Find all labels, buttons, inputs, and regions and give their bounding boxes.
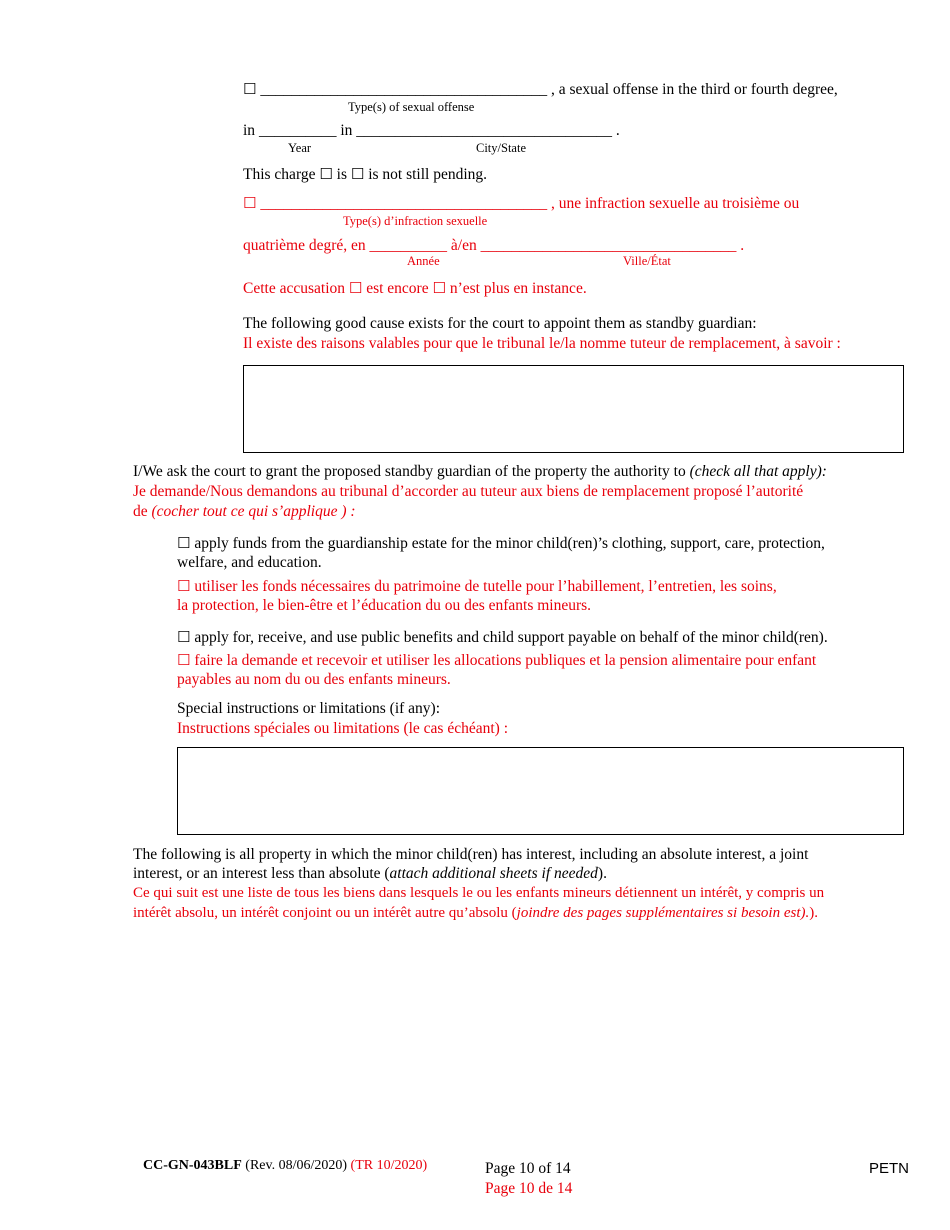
authority-en-text: I/We ask the court to grant the proposed standby guardian of the property the authority to [133, 463, 690, 480]
property-en-line2 [133, 865, 607, 883]
authority-fr-de: de [133, 503, 152, 520]
offense-type-fr-blank[interactable]: _____________________________________ [260, 195, 548, 212]
charge-is-checkbox[interactable]: ☐ [319, 165, 333, 183]
charge-encore-checkbox[interactable]: ☐ [348, 279, 363, 297]
page-number-en: Page 10 of 14 [485, 1160, 571, 1177]
offense-fr-year-line [243, 237, 744, 255]
year-caption: Year [288, 141, 312, 155]
revision-date: (Rev. 08/06/2020) [241, 1158, 351, 1173]
degree-label-fr: quatrième degré, en [243, 237, 366, 254]
special-instructions-box[interactable] [177, 747, 904, 835]
offense-fr-checkbox[interactable]: ☐ [243, 194, 257, 212]
option2-fr-text: faire la demande et recevoir et utiliser les allocations publiques et la pension alimentaire pour enfant [194, 652, 817, 669]
property-en-close: ). [597, 865, 607, 882]
footer-form-id [143, 1158, 427, 1174]
city-caption: City/State [476, 141, 526, 155]
offense-type-caption: Type(s) of sexual offense [348, 100, 475, 114]
charge-status-en [243, 165, 487, 184]
option2-en-line1 [177, 628, 828, 647]
charge-label-fr: Cette accusation [243, 280, 345, 297]
good-cause-en: The following good cause exists for the court to appoint them as standby guardian: [243, 315, 757, 332]
charge-is-not-checkbox[interactable]: ☐ [350, 165, 365, 183]
option1-en-line1 [177, 534, 825, 553]
property-en-line1: The following is all property in which the minor child(ren) has interest, including an absolute interest, a joint [133, 846, 809, 863]
authority-en-italic: (check all that apply): [689, 463, 827, 480]
offense-en-line [243, 80, 838, 99]
property-fr-line1: Ce qui suit est une liste de tous les biens dans lesquels le ou les enfants mineurs détiennent un intérêt, y compris un [133, 885, 825, 901]
good-cause-fr: Il existe des raisons valables pour que le tribunal le/la nomme tuteur de remplacement, à savoir : [243, 335, 841, 352]
form-number: CC-GN-043BLF [143, 1158, 242, 1173]
property-en-text: interest, or an interest less than absolute ( [133, 865, 390, 882]
period: . [615, 122, 620, 139]
city-fr-blank[interactable]: _________________________________ [480, 237, 737, 254]
annee-caption: Année [407, 254, 440, 268]
property-fr-close: ). [809, 905, 819, 921]
year-fr-blank[interactable]: __________ [369, 237, 448, 254]
in-label: in [243, 122, 256, 139]
offense-en-text: , a sexual offense in the third or fourth degree, [550, 81, 838, 98]
option1-en-line2: welfare, and education. [177, 554, 322, 571]
authority-fr-line1: Je demande/Nous demandons au tribunal d’accorder au tuteur aux biens de remplacement proposé l’autorité [133, 483, 804, 500]
ville-caption: Ville/État [623, 254, 671, 268]
special-en: Special instructions or limitations (if any): [177, 700, 441, 717]
offense-type-blank[interactable]: _____________________________________ [260, 81, 548, 98]
city-state-blank[interactable]: _________________________________ [356, 122, 612, 139]
property-fr-line2 [133, 905, 818, 922]
offense-en-checkbox[interactable]: ☐ [243, 80, 257, 98]
good-cause-box[interactable] [243, 365, 904, 453]
property-fr-text: intérêt absolu, un intérêt conjoint ou un intérêt autre qu’absolu ( [133, 905, 517, 921]
authority-en [133, 463, 827, 481]
is-not-label: is not still pending. [368, 166, 488, 183]
option1-fr-text: utiliser les fonds nécessaires du patrimoine de tutelle pour l’habillement, l’entretien, les soins, [194, 578, 777, 595]
est-encore-label: est encore [366, 280, 429, 297]
option2-en-text: apply for, receive, and use public benefits and child support payable on behalf of the minor child(ren). [194, 629, 828, 646]
offense-fr-text: , une infraction sexuelle au troisième ou [550, 195, 800, 212]
nest-plus-label: n’est plus en instance. [449, 280, 587, 297]
period-fr: . [740, 237, 745, 254]
page-number-fr: Page 10 de 14 [485, 1180, 573, 1197]
option2-fr-line2: payables au nom du ou des enfants mineurs. [177, 671, 451, 688]
authority-fr-italic: (cocher tout ce qui s’applique ) : [151, 503, 356, 520]
is-label: is [336, 166, 347, 183]
option1-fr-line2: la protection, le bien-être et l’éducation du ou des enfants mineurs. [177, 597, 592, 614]
offense-type-fr-caption: Type(s) d’infraction sexuelle [343, 214, 488, 228]
year-blank[interactable]: __________ [258, 122, 337, 139]
translation-date: (TR 10/2020) [350, 1158, 428, 1173]
property-en-italic: attach additional sheets if needed [389, 865, 598, 882]
option2-fr-checkbox[interactable]: ☐ [177, 651, 191, 669]
charge-plus-checkbox[interactable]: ☐ [432, 279, 446, 297]
property-fr-italic: joindre des pages supplémentaires si besoin est). [516, 905, 810, 921]
offense-en-year-line [243, 122, 620, 140]
special-fr: Instructions spéciales ou limitations (le cas échéant) : [177, 720, 508, 737]
form-code: PETN [869, 1160, 910, 1177]
charge-label: This charge [243, 166, 316, 183]
option2-checkbox[interactable]: ☐ [177, 628, 191, 646]
option2-fr-line1 [177, 651, 816, 670]
authority-fr-line2 [133, 503, 356, 521]
in-label-2: in [340, 122, 353, 139]
offense-fr-line [243, 194, 799, 213]
charge-status-fr [243, 279, 587, 298]
a-en-label: à/en [450, 237, 477, 254]
option1-fr-checkbox[interactable]: ☐ [177, 577, 191, 595]
option1-en-text: apply funds from the guardianship estate for the minor child(ren)’s clothing, support, care, protection, [194, 535, 825, 552]
option1-checkbox[interactable]: ☐ [177, 534, 191, 552]
option1-fr-line1 [177, 577, 777, 596]
